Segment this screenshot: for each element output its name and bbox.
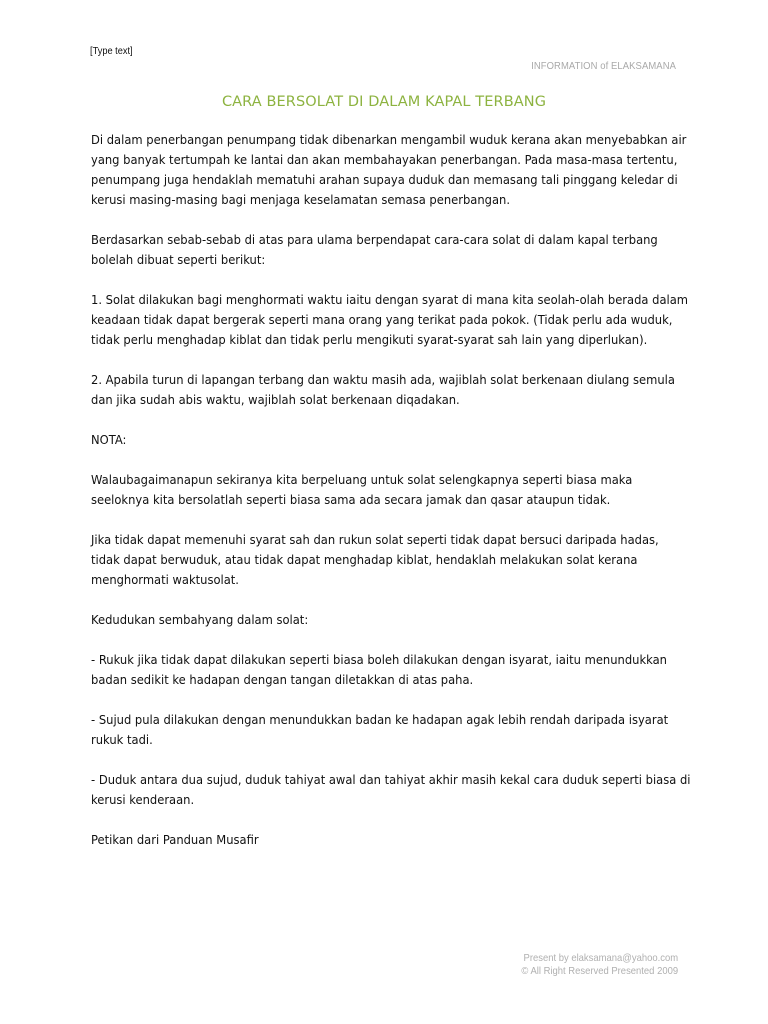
paragraph-basis: Berdasarkan sebab-sebab di atas para ulama berpendapat cara-cara solat di dalam kapal terbang bolelah dibuat seperti berikut: [91,232,658,267]
document-title: CARA BERSOLAT DI DALAM KAPAL TERBANG [221,94,547,110]
paragraph-nota-heading: NOTA: [91,432,127,447]
paragraph-intro: Di dalam penerbangan penumpang tidak dibenarkan mengambil wuduk kerana akan menyebabkan air yang banyak tertumpah ke lantai dan akan membahayakan penerbangan. Pada masa-masa tertentu, penumpang juga hendaklah mematuhi arahan supaya duduk dan memasang tali pinggang keledar di kerusi masing-masing bagi menjaga keselamatan semasa penerbangan. [91,132,687,207]
document-body [91,130,691,870]
paragraph-point-1: 1. Solat dilakukan bagi menghormati waktu iaitu dengan syarat di mana kita seolah-olah berada dalam keadaan tidak dapat bergerak seperti mana orang yang terikat pada pokok. (Tidak perlu ada wuduk, tidak perlu menghadap kiblat dan tidak perlu mengikuti syarat-syarat sah lain yang diperlukan). [91,292,689,347]
paragraph-source: Petikan dari Panduan Musafir [91,832,259,847]
paragraph-point-2: 2. Apabila turun di lapangan terbang dan waktu masih ada, wajiblah solat berkenaan diulang semula dan jika sudah abis waktu, wajiblah solat berkenaan diqadakan. [91,372,675,407]
paragraph-rukuk: - Rukuk jika tidak dapat dilakukan seperti biasa boleh dilakukan dengan isyarat, iaitu menundukkan badan sedikit ke hadapan dengan tangan diletakkan di atas paha. [91,652,667,687]
paragraph-duduk: - Duduk antara dua sujud, duduk tahiyat awal dan tahiyat akhir masih kekal cara duduk seperti biasa di kerusi kenderaan. [91,772,691,807]
paragraph-nota-2: Jika tidak dapat memenuhi syarat sah dan rukun solat seperti tidak dapat bersuci daripada hadas, tidak dapat berwuduk, atau tidak dapat menghadap kiblat, hendaklah melakukan solat kerana menghormati waktusolat. [91,532,659,587]
footer-copyright-line: © All Right Reserved Presented 2009 [521,965,678,977]
footer [521,952,678,978]
header-site-label: INFORMATION of ELAKSAMANA [531,60,676,72]
paragraph-sujud: - Sujud pula dilakukan dengan menundukkan badan ke hadapan agak lebih rendah daripada isyarat rukuk tadi. [91,712,669,747]
footer-email-line: Present by elaksamana@yahoo.com [523,952,678,964]
paragraph-nota-1: Walaubagaimanapun sekiranya kita berpeluang untuk solat selengkapnya seperti biasa maka seeloknya kita bersolatlah seperti biasa sama ada secara jamak dan qasar ataupun tidak. [91,472,633,507]
header-placeholder-text: [Type text] [90,45,133,57]
paragraph-positions-heading: Kedudukan sembahyang dalam solat: [91,612,309,627]
